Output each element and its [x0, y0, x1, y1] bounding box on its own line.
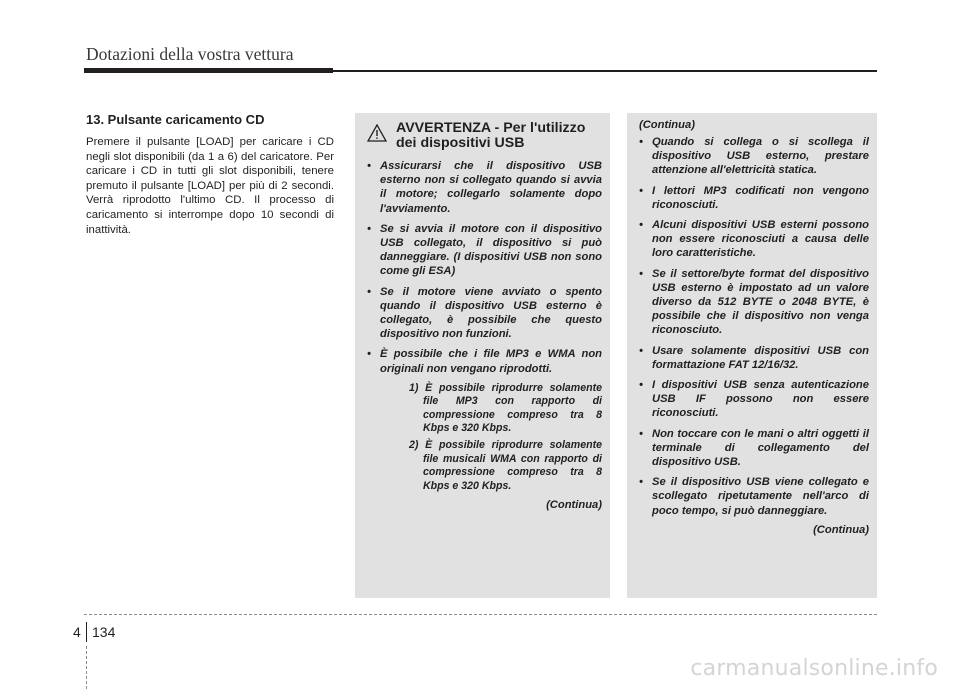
- header-rule-thin: [333, 70, 877, 72]
- usb-warning-box: [355, 113, 610, 598]
- list-item: • Assicurarsi che il dispositivo USB esterno non si collegato quando si avvia il motore; collegarlo solamente dopo l'avviamento.: [367, 159, 602, 216]
- list-item: • È possibile che i file MP3 e WMA non originali non vengano riprodotti.: [367, 347, 602, 375]
- list-item: • I dispositivi USB senza autenticazione USB IF possono non essere riconosciuti.: [639, 378, 869, 421]
- list-item: • Usare solamente dispositivi USB con formattazione FAT 12/16/32.: [639, 344, 869, 372]
- list-item: • I lettori MP3 codificati non vengono riconosciuti.: [639, 184, 869, 212]
- footer-vertical-rule: [86, 646, 87, 689]
- warning-title: AVVERTENZA - Per l'utilizzo dei dispositivi USB: [396, 120, 586, 151]
- chapter-number: 4: [73, 624, 81, 640]
- warning-list: [367, 159, 602, 376]
- sub-item: 2) È possibile riprodurre solamente file musicali WMA con rapporto di compressione compreso tra 8 Kbps e 320 Kbps.: [409, 439, 602, 492]
- continued-bottom-label: (Continua): [813, 523, 869, 536]
- warning-header: [367, 121, 602, 151]
- list-item: • Se il settore/byte format del dispositivo USB esterno è impostato ad un valore diverso da 512 BYTE o 2048 BYTE, è possibile che il dispositivo non venga riconosciuto.: [639, 267, 869, 338]
- sub-item: 1) È possibile riprodurre solamente file MP3 con rapporto di compressione compreso tra 8 Kbps e 320 Kbps.: [409, 381, 602, 435]
- list-item: • Non toccare con le mani o altri oggetti il terminale di collegamento del dispositivo USB.: [639, 427, 869, 470]
- section-13: [86, 112, 334, 237]
- watermark: carmanualsonline.info: [690, 656, 938, 681]
- list-item: • Se il motore viene avviato o spento quando il dispositivo USB esterno è collegato, è possibile che questo dispositivo non funzioni.: [367, 285, 602, 342]
- continued-top-label: (Continua): [639, 119, 695, 131]
- page-number: 134: [92, 624, 116, 640]
- continued-list: [639, 135, 869, 518]
- section-13-heading: 13. Pulsante caricamento CD: [86, 112, 265, 127]
- section-13-body: Premere il pulsante [LOAD] per caricare i CD negli slot disponibili (da 1 a 6) del caricatore. Per caricare i CD in tutti gli slot disponibili, tenere premuto il pulsante [LOAD] per più di 2 secondi. Verrà riprodotto l'ultimo CD. Il processo di caricamento si interrompe dopo 10 secondi di inattività.: [86, 136, 334, 236]
- list-item: • Quando si collega o si scollega il dispositivo USB esterno, prestare attenzione all'elettricità statica.: [639, 135, 869, 178]
- page-number-divider: [86, 622, 87, 642]
- list-item: • Alcuni dispositivi USB esterni possono non essere riconosciuti a causa delle loro caratteristiche.: [639, 218, 869, 261]
- continued-label: (Continua): [546, 499, 602, 512]
- page-header-title: Dotazioni della vostra vettura: [86, 44, 294, 64]
- header-rule-thick: [84, 68, 333, 73]
- footer-rule: [84, 614, 877, 615]
- list-item: • Se il dispositivo USB viene collegato e scollegato ripetutamente nell'arco di poco tempo, si può danneggiare.: [639, 475, 869, 518]
- warning-triangle-icon: [367, 124, 387, 147]
- usb-warning-continued-box: [627, 113, 877, 598]
- list-item: • Se si avvia il motore con il dispositivo USB collegato, il dispositivo si può danneggiare. (I dispositivi USB non sono come gli ESA): [367, 222, 602, 279]
